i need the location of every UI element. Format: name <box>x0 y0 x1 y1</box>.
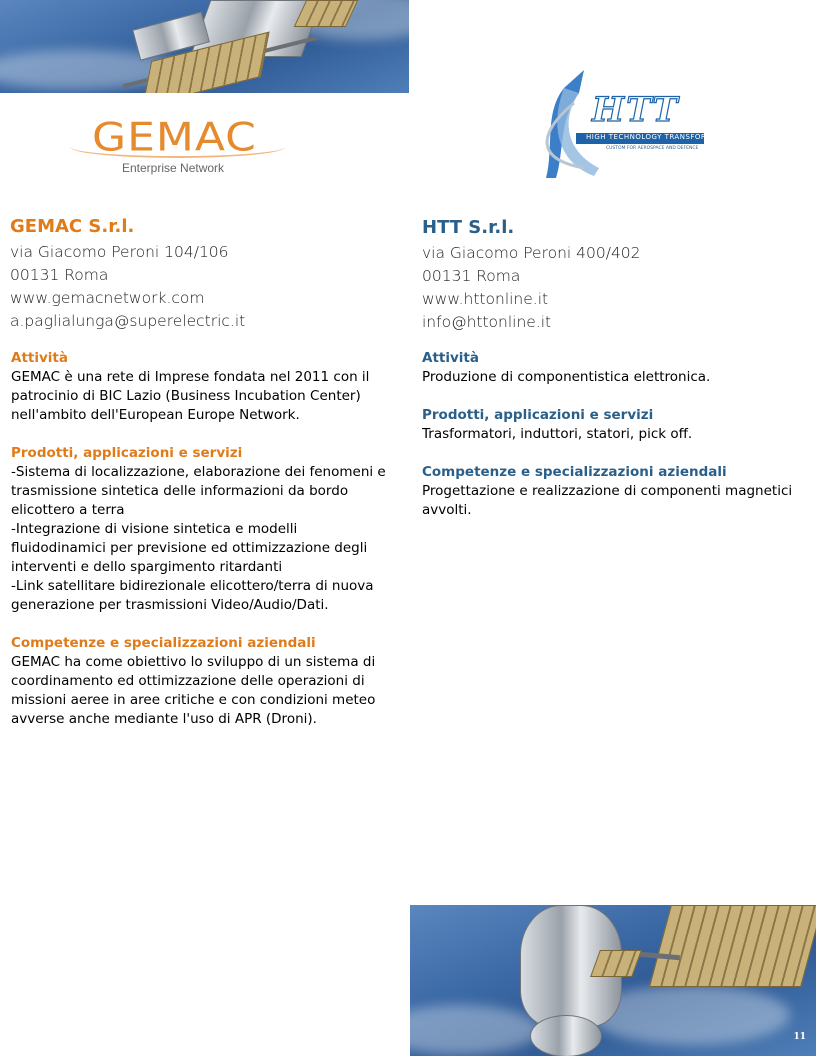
gemac-activity-heading: Attività <box>11 350 68 366</box>
htt-logo-tagline: HIGH TECHNOLOGY TRANSFORMERS <box>586 133 729 141</box>
gemac-details <box>11 349 401 729</box>
htt-skills-line: Progettazione e realizzazione di componenti magnetici <box>422 483 793 499</box>
gemac-products-line: interventi e dello spargimento ritardanti <box>11 559 283 575</box>
satellite-photo-top <box>0 0 409 93</box>
htt-address: via Giacomo Peroni 400/402 <box>422 244 641 262</box>
page-number: 11 <box>793 1032 806 1042</box>
gemac-skills-heading: Competenze e specializzazioni aziendali <box>11 635 316 651</box>
gemac-products-line: elicottero a terra <box>11 502 125 518</box>
gemac-products-line: generazione per trasmissioni Video/Audio/Dati. <box>11 597 329 613</box>
gemac-address: via Giacomo Peroni 104/106 <box>10 243 229 261</box>
gemac-city: 00131 Roma <box>10 266 109 284</box>
htt-activity-heading: Attività <box>422 350 479 366</box>
htt-column <box>422 217 812 334</box>
gemac-email[interactable]: a.paglialunga@superelectric.it <box>10 312 246 330</box>
gemac-skills-line: avverse anche mediante l'uso di APR (Droni). <box>11 711 317 727</box>
htt-logo-word: HTT <box>592 90 680 130</box>
gemac-skills-line: coordinamento ed ottimizzazione delle operazioni di <box>11 673 365 689</box>
gemac-column <box>10 216 400 333</box>
gemac-products-line: trasmissione sintetica delle informazioni da bordo <box>11 483 349 499</box>
gemac-activity-line: patrocinio di BIC Lazio (Business Incubation Center) <box>11 388 361 404</box>
gemac-skills-line: GEMAC ha come obiettivo lo sviluppo di un sistema di <box>11 654 376 670</box>
gemac-logo-word: GEMAC <box>92 114 257 161</box>
gemac-logo <box>70 100 290 180</box>
gemac-activity-line: GEMAC è una rete di Imprese fondata nel 2011 con il <box>11 369 370 385</box>
gemac-logo-subtitle: Enterprise Network <box>122 161 225 175</box>
htt-activity-line: Produzione di componentistica elettronica. <box>422 369 711 385</box>
gemac-products-line: fluidodinamici per previsione ed ottimizzazione degli <box>11 540 368 556</box>
htt-email[interactable]: info@httonline.it <box>422 313 552 331</box>
gemac-products-heading: Prodotti, applicazioni e servizi <box>11 445 243 461</box>
htt-website[interactable]: www.httonline.it <box>422 290 549 308</box>
satellite-photo-bottom <box>410 905 816 1056</box>
gemac-website[interactable]: www.gemacnetwork.com <box>10 289 205 307</box>
htt-skills-heading: Competenze e specializzazioni aziendali <box>422 464 727 480</box>
htt-logo <box>524 68 729 180</box>
gemac-products-line: -Integrazione di visione sintetica e modelli <box>11 521 298 537</box>
htt-details <box>422 349 812 520</box>
htt-products-line: Trasformatori, induttori, statori, pick off. <box>422 426 693 442</box>
htt-company-name: HTT S.r.l. <box>422 217 515 238</box>
htt-skills-line: avvolti. <box>422 502 472 518</box>
htt-logo-tagline-sub: CUSTOM FOR AEROSPACE AND DEFENCE <box>606 146 699 151</box>
htt-city: 00131 Roma <box>422 267 521 285</box>
gemac-skills-line: missioni aeree in aree critiche e con condizioni meteo <box>11 692 376 708</box>
gemac-products-line: -Link satellitare bidirezionale elicottero/terra di nuova <box>11 578 374 594</box>
htt-products-heading: Prodotti, applicazioni e servizi <box>422 407 654 423</box>
gemac-products-line: -Sistema di localizzazione, elaborazione dei fenomeni e <box>11 464 386 480</box>
gemac-activity-line: nell'ambito dell'European Europe Network. <box>11 407 300 423</box>
gemac-company-name: GEMAC S.r.l. <box>10 216 135 237</box>
